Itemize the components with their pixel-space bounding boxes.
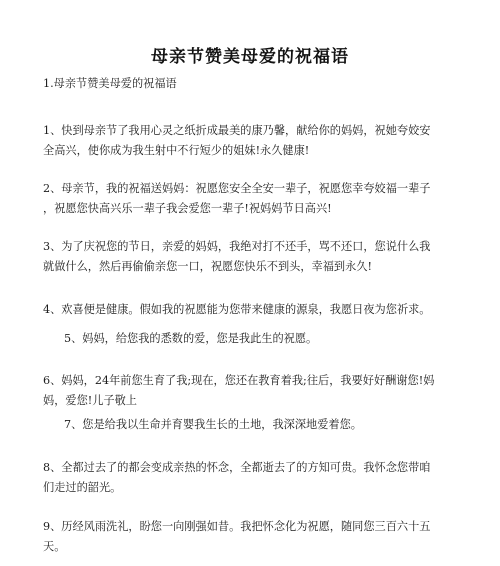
paragraph-line: 天。 — [43, 540, 66, 553]
paragraph-8 — [43, 458, 463, 498]
paragraph-4 — [43, 300, 463, 320]
paragraph-line: ，祝愿您快高兴乐一辈子我会爱您一辈子!祝妈妈节日高兴! — [43, 202, 332, 215]
paragraph-line: 4、欢喜便是健康。假如我的祝愿能为您带来健康的源泉，我愿日夜为您祈求。 — [43, 303, 431, 316]
paragraph-3 — [43, 237, 463, 277]
paragraph-1 — [43, 121, 463, 161]
paragraph-9 — [43, 517, 463, 557]
paragraph-5 — [64, 329, 484, 349]
paragraph-line: 3、为了庆祝您的节日，亲爱的妈妈，我绝对打不还手，骂不还口，您说什么我 — [43, 240, 431, 253]
page-title: 母亲节赞美母爱的祝福语 — [151, 47, 349, 67]
paragraph-line: 8、全都过去了的都会变成亲热的怀念，全都逝去了的方知可贵。我怀念您带咱 — [43, 461, 431, 474]
paragraph-7 — [64, 415, 484, 435]
paragraph-line: 7、您是给我以生命并育婴我生长的土地，我深深地爱着您。 — [64, 418, 362, 431]
paragraph-line: 全高兴，使你成为我生射中不行短少的姐妹!永久健康! — [43, 144, 310, 157]
paragraph-line: 1、快到母亲节了我用心灵之纸折成最美的康乃馨，献给你的妈妈，祝她夸姣安 — [43, 124, 431, 137]
paragraph-line: 2、母亲节，我的祝福送妈妈：祝愿您安全全安一辈子，祝愿您幸夸姣福一辈子 — [43, 182, 431, 195]
paragraph-2 — [43, 179, 463, 219]
subtitle-line: 1.母亲节赞美母爱的祝福语 — [43, 77, 177, 90]
paragraph-line: 5、妈妈，给您我的悉数的爱，您是我此生的祝愿。 — [64, 332, 318, 345]
paragraph-line: 就做什么，然后再偷偷亲您一口，祝愿您快乐不到头，幸福到永久! — [43, 260, 372, 273]
subtitle — [43, 74, 463, 94]
paragraph-line: 9、历经风雨洗礼，盼您一向刚强如昔。我把怀念化为祝愿，随同您三百六十五 — [43, 520, 431, 533]
paragraph-line: 们走过的韶光。 — [43, 481, 122, 494]
paragraph-line: 妈，爱您!儿子敬上 — [43, 394, 137, 407]
paragraph-line: 6、妈妈，24年前您生育了我;现在，您还在教育着我;往后，我要好好酬谢您!妈 — [43, 374, 435, 387]
paragraph-6 — [43, 371, 463, 411]
